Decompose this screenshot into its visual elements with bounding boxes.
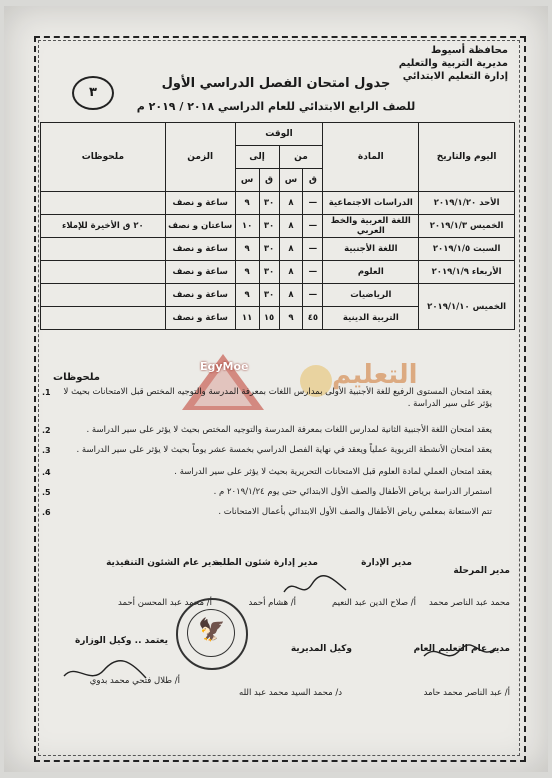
cell-subject: اللغة العربية والخط العربي <box>323 215 419 238</box>
cell-subject: الرياضيات <box>323 284 419 307</box>
signature-name-student-affairs: أ/ هشام أحمد <box>248 598 296 608</box>
note-item-4: يعقد امتحان العملي لمادة العلوم قبل الامتحانات التحريرية بحيث لا يؤثر على سير الدراسة . <box>174 467 492 477</box>
header-from: من <box>279 146 323 169</box>
cell-subject: العلوم <box>323 261 419 284</box>
note-item-2: يعقد امتحان اللغة الأجنبية الثانية لمدارس اللغات بمعرفة المدرسة والتوجيه المختص بحيث لا يؤثر على سير الدراسة . <box>86 425 492 435</box>
signature-title-exec-affairs: مدير عام الشئون التنفيذية <box>106 558 222 568</box>
cell-from-q: — <box>303 284 323 307</box>
header-day-date: اليوم والتاريخ <box>419 123 515 192</box>
cell-to-s: ٩ <box>235 261 259 284</box>
cell-from-s: ٩ <box>279 307 303 330</box>
table-row <box>41 192 515 215</box>
signature-name-stage-director: محمد عبد الناصر محمد <box>428 598 510 608</box>
header-from-s: س <box>279 169 303 192</box>
note-item-1: يعقد امتحان المستوى الرفيع للغة الأجنبية الأولى بمدارس اللغات بمعرفة المدرسة والتوجيه المختص قبل الامتحانات بحيث لا يؤثر على سير الدراسة . <box>63 387 492 409</box>
cell-from-s: ٨ <box>279 238 303 261</box>
note-item-3: يعقد امتحان الأنشطة التربوية عملياً ويعقد في نهاية الفصل الدراسي بخمسة عشر يوماً بحيث لا يؤثر على سير الدراسة . <box>76 445 492 455</box>
cell-to-s: ٩ <box>235 238 259 261</box>
signature-title-deputy-directorate: وكيل المديرية <box>290 644 352 654</box>
header-duration: الزمن <box>165 123 235 192</box>
signature-name-deputy-directorate: د/ محمد السيد محمد عبد الله <box>239 688 342 698</box>
cell-from-q: — <box>303 261 323 284</box>
note-item-5: استمرار الدراسة برياض الأطفال والصف الأول الابتدائي حتى يوم ٢٠١٩/١/٢٤ م . <box>213 487 492 497</box>
cell-duration: ساعة و نصف <box>165 192 235 215</box>
header-to-q: ق <box>259 169 279 192</box>
cell-from-s: ٨ <box>279 261 303 284</box>
cell-to-q: ٣٠ <box>259 238 279 261</box>
cell-day-date: الخميس ٢٠١٩/١/٣ <box>419 215 515 238</box>
eagle-emblem-icon: 🦅 <box>198 618 226 643</box>
signature-title-admin-director: مدير الإدارة <box>361 558 412 568</box>
cell-from-q: — <box>303 215 323 238</box>
signature-name-exec-affairs: أ/ محمد عبد المحسن أحمد <box>118 598 212 608</box>
handwritten-signature <box>60 656 150 690</box>
cell-note <box>41 238 166 261</box>
table-row <box>41 284 515 307</box>
official-seal-stamp <box>176 598 248 670</box>
egymoe-logo-text: EgyMoe <box>200 360 249 373</box>
header-directorate: مديرية التربية والتعليم <box>398 58 508 69</box>
note-item-6: تتم الاستعانة بمعلمي رياض الأطفال والصف الأول الابتدائي بأعمال الامتحانات . <box>218 507 492 517</box>
page-number-badge: ٣ <box>72 76 114 110</box>
header-administration: إدارة التعليم الابتدائي <box>402 71 508 82</box>
cell-from-s: ٨ <box>279 284 303 307</box>
page-subtitle: للصف الرابع الابتدائي للعام الدراسي ٢٠١٨ / ٢٠١٩ م <box>136 100 416 113</box>
cell-duration: ساعتان و نصف <box>165 215 235 238</box>
note-number: .4 <box>42 468 51 477</box>
cell-from-q: — <box>303 192 323 215</box>
note-number: .6 <box>42 508 51 517</box>
page-title: جدول امتحان الفصل الدراسي الأول <box>161 76 391 91</box>
header-to: إلى <box>235 146 279 169</box>
cell-from-q: ٤٥ <box>303 307 323 330</box>
cell-to-q: ٣٠ <box>259 284 279 307</box>
cell-note <box>41 284 166 307</box>
note-number: .2 <box>42 426 51 435</box>
exam-schedule-table <box>40 122 515 330</box>
table-row <box>41 238 515 261</box>
cell-to-s: ١٠ <box>235 215 259 238</box>
signature-name-general-education: أ/ عبد الناصر محمد حامد <box>423 688 510 698</box>
cell-day-date: الأربعاء ٢٠١٩/١/٩ <box>419 261 515 284</box>
cell-subject: اللغة الأجنبية <box>323 238 419 261</box>
header-time: الوقت <box>235 123 323 146</box>
cell-duration: ساعة و نصف <box>165 261 235 284</box>
cell-to-s: ١١ <box>235 307 259 330</box>
cell-note <box>41 192 166 215</box>
note-number: .5 <box>42 488 51 497</box>
altaalim-watermark-text: التعليم <box>332 360 418 390</box>
handwritten-signature <box>280 572 350 602</box>
cell-to-q: ٣٠ <box>259 215 279 238</box>
signature-name-admin-director: أ/ صلاح الدين عبد النعيم <box>332 598 416 608</box>
header-notes: ملحوظات <box>41 123 166 192</box>
signature-title-undersecretary: يعتمد .. وكيل الوزارة <box>74 636 168 646</box>
cell-day-date: السبت ٢٠١٩/١/٥ <box>419 238 515 261</box>
cell-day-date: الأحد ٢٠١٩/١/٢٠ <box>419 192 515 215</box>
cell-to-s: ٩ <box>235 284 259 307</box>
cell-note: ٢٠ ق الأخيرة للإملاء <box>41 215 166 238</box>
cell-from-s: ٨ <box>279 215 303 238</box>
cell-to-q: ١٥ <box>259 307 279 330</box>
handwritten-signature <box>420 640 500 670</box>
note-number: .1 <box>42 388 51 397</box>
table-row <box>41 215 515 238</box>
signature-title-general-education: مدير عام التعليم العام <box>413 644 510 654</box>
cell-to-q: ٣٠ <box>259 192 279 215</box>
signature-title-stage-director: مدير المرحلة <box>453 566 510 576</box>
notes-heading: ملحوظات <box>53 372 100 383</box>
cell-from-q: — <box>303 238 323 261</box>
cell-duration: ساعة و نصف <box>165 307 235 330</box>
cell-note <box>41 307 166 330</box>
header-governorate: محافظة أسيوط <box>431 45 508 56</box>
cell-duration: ساعة و نصف <box>165 238 235 261</box>
note-number: .3 <box>42 446 51 455</box>
signature-name-undersecretary: أ/ طلال فتحي محمد بدوي <box>89 676 180 686</box>
cell-subject: الدراسات الاجتماعية <box>323 192 419 215</box>
header-subject: المادة <box>323 123 419 192</box>
cell-to-s: ٩ <box>235 192 259 215</box>
cell-subject: التربية الدينية <box>323 307 419 330</box>
header-to-s: س <box>235 169 259 192</box>
cell-note <box>41 261 166 284</box>
cell-from-s: ٨ <box>279 192 303 215</box>
cell-day-date: الخميس ٢٠١٩/١/١٠ <box>419 284 515 330</box>
cell-to-q: ٣٠ <box>259 261 279 284</box>
table-row <box>41 261 515 284</box>
signature-title-student-affairs: مدير إدارة شئون الطلبة <box>213 558 318 568</box>
header-from-q: ق <box>303 169 323 192</box>
cell-duration: ساعة و نصف <box>165 284 235 307</box>
